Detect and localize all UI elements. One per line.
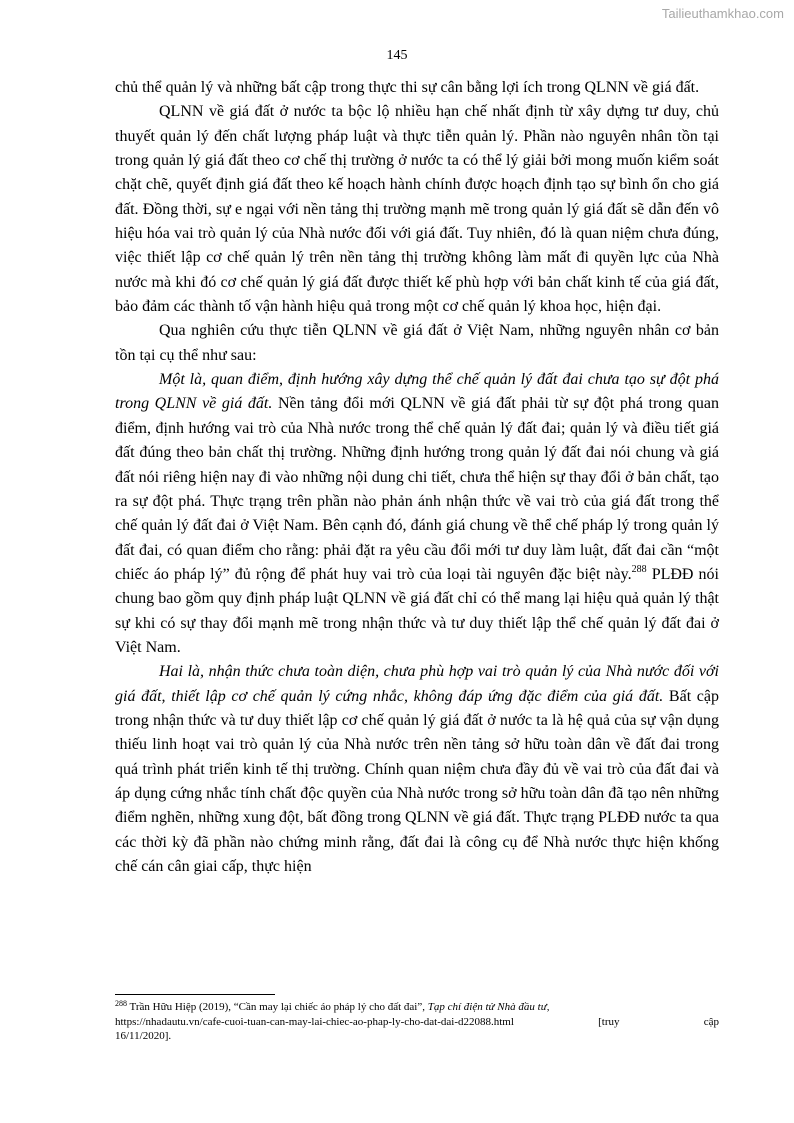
footnote-divider xyxy=(115,994,275,995)
footnote xyxy=(115,1000,719,1044)
footnote-access-date: 16/11/2020]. xyxy=(115,1030,172,1042)
cause-one-heading: Một là, quan điểm, định hướng xây dựng thể chế quản lý đất đai chưa tạo sự đột phá trong QLNN về giá đất. xyxy=(115,371,719,413)
body-text xyxy=(115,76,719,879)
paragraph-limitations: QLNN về giá đất ở nước ta bộc lộ nhiều hạn chế nhất định từ xây dựng tư duy, chủ thuyết quản lý đến chất lượng pháp luật và thực tiễn quản lý. Phần nào nguyên nhân tồn tại trong quản lý giá đất theo cơ chế thị trường ở nước ta có thể lý giải bởi mong muốn kiểm soát chặt chẽ, quyết định giá đất theo kế hoạch hành chính được hoạch định tạo sự bình ổn cho giá đất. Đồng thời, sự e ngại với nền tảng thị trường mạnh mẽ trong quản lý giá đất sẽ dẫn đến vô hiệu hóa vai trò quản lý của Nhà nước đối với giá đất. Tuy nhiên, đó là quan niệm chưa đúng, việc thiết lập cơ chế quản lý trên nền tảng thị trường không làm mất đi quyền lực của Nhà nước mà khi đó cơ chế quản lý giá đất được thiết kế phù hợp với bản chất kinh tế của giá đất, bảo đảm các thành tố vận hành hiệu quả trong một cơ chế quản lý khoa học, hiện đại. xyxy=(115,103,719,316)
page-number: 145 xyxy=(386,48,408,63)
paragraph-cause-one xyxy=(115,368,719,660)
footnote-number: 288 xyxy=(115,999,127,1008)
paragraph-cause-two xyxy=(115,660,719,879)
paragraph-causes-intro: Qua nghiên cứu thực tiễn QLNN về giá đất ở Việt Nam, những nguyên nhân cơ bản tồn tại cụ thể như sau: xyxy=(115,322,719,364)
footnote-ref[interactable]: 288 xyxy=(631,563,647,575)
cause-two-heading: Hai là, nhận thức chưa toàn diện, chưa phù hợp vai trò quản lý của Nhà nước đối với giá đất, thiết lập cơ chế quản lý cứng nhắc, không đáp ứng đặc điểm của giá đất. xyxy=(115,663,719,705)
footnote-url[interactable]: https://nhadautu.vn/cafe-cuoi-tuan-can-may-lai-chiec-ao-phap-ly-cho-dat-dai-d22088.html xyxy=(115,1015,514,1028)
footnote-source: Tạp chí điện tử Nhà đầu tư, xyxy=(427,1001,550,1013)
watermark: Tailieuthamkhao.com xyxy=(661,6,784,21)
cause-one-tail: PLĐĐ nói chung bao gồm quy định pháp luật QLNN về giá đất chỉ có thể mang lại hiệu quả quản lý thật sự khi có sự thay đổi mạnh mẽ trong nhận thức và tư duy thiết lập thể chế quản lý đất đai ở Việt Nam. xyxy=(115,565,720,656)
footnote-text: Trần Hữu Hiệp (2019), “Cần may lại chiếc áo pháp lý cho đất đai”, xyxy=(127,1001,428,1013)
footnote-access-word: cập xyxy=(703,1015,719,1028)
paragraph-continuation: chủ thể quản lý và những bất cập trong thực thi sự cân bằng lợi ích trong QLNN về giá đất. xyxy=(115,79,700,96)
footnote-citation xyxy=(115,1000,719,1015)
footnote-access-label: [truy xyxy=(598,1015,620,1028)
footnote-url-line xyxy=(115,1015,719,1030)
cause-two-text: Bất cập trong nhận thức và tư duy thiết lập cơ chế quản lý giá đất ở nước ta là hệ quả của sự vận dụng thiếu linh hoạt vai trò quản lý của Nhà nước trên nền tảng sở hữu toàn dân về đất đai trong quá trình phát triển kinh tế thị trường. Chính quan niệm chưa đầy đủ về vai trò của đất đai và áp dụng cứng nhắc tính chất độc quyền của Nhà nước trong sở hữu toàn dân đã tạo nên những điểm nghẽn, những xung đột, bất đồng trong QLNN về giá đất. Thực trạng PLĐĐ nước ta qua các thời kỳ đã phần nào chứng minh rằng, đất đai là công cụ để Nhà nước thực hiện khống chế cán cân giai cấp, thực hiện xyxy=(115,687,719,875)
cause-one-text: Nền tảng đổi mới QLNN về giá đất phải từ sự đột phá trong quan điểm, định hướng vai trò của Nhà nước trong thể chế quản lý đất đai; quản lý và điều tiết giá đất đúng theo bản chất thị trường. Những định hướng trong quản lý đất đai nói chung và giá đất nói riêng hiện nay đi vào những nội dung chi tiết, chưa thể hiện sự thay đổi ở bản chất, tạo ra sự đột phá. Thực trạng trên phần nào phản ánh nhận thức về vai trò của giá đất trong thể chế quản lý đất đai ở Việt Nam. Bên cạnh đó, đánh giá chung về thể chế pháp lý trong quản lý đất đai, có quan điểm cho rằng: phải đặt ra yêu cầu đổi mới tư duy làm luật, đất đai cần “một chiếc áo pháp lý” đủ rộng để phát huy vai trò của loại tài nguyên đặc biệt này. xyxy=(115,395,719,583)
